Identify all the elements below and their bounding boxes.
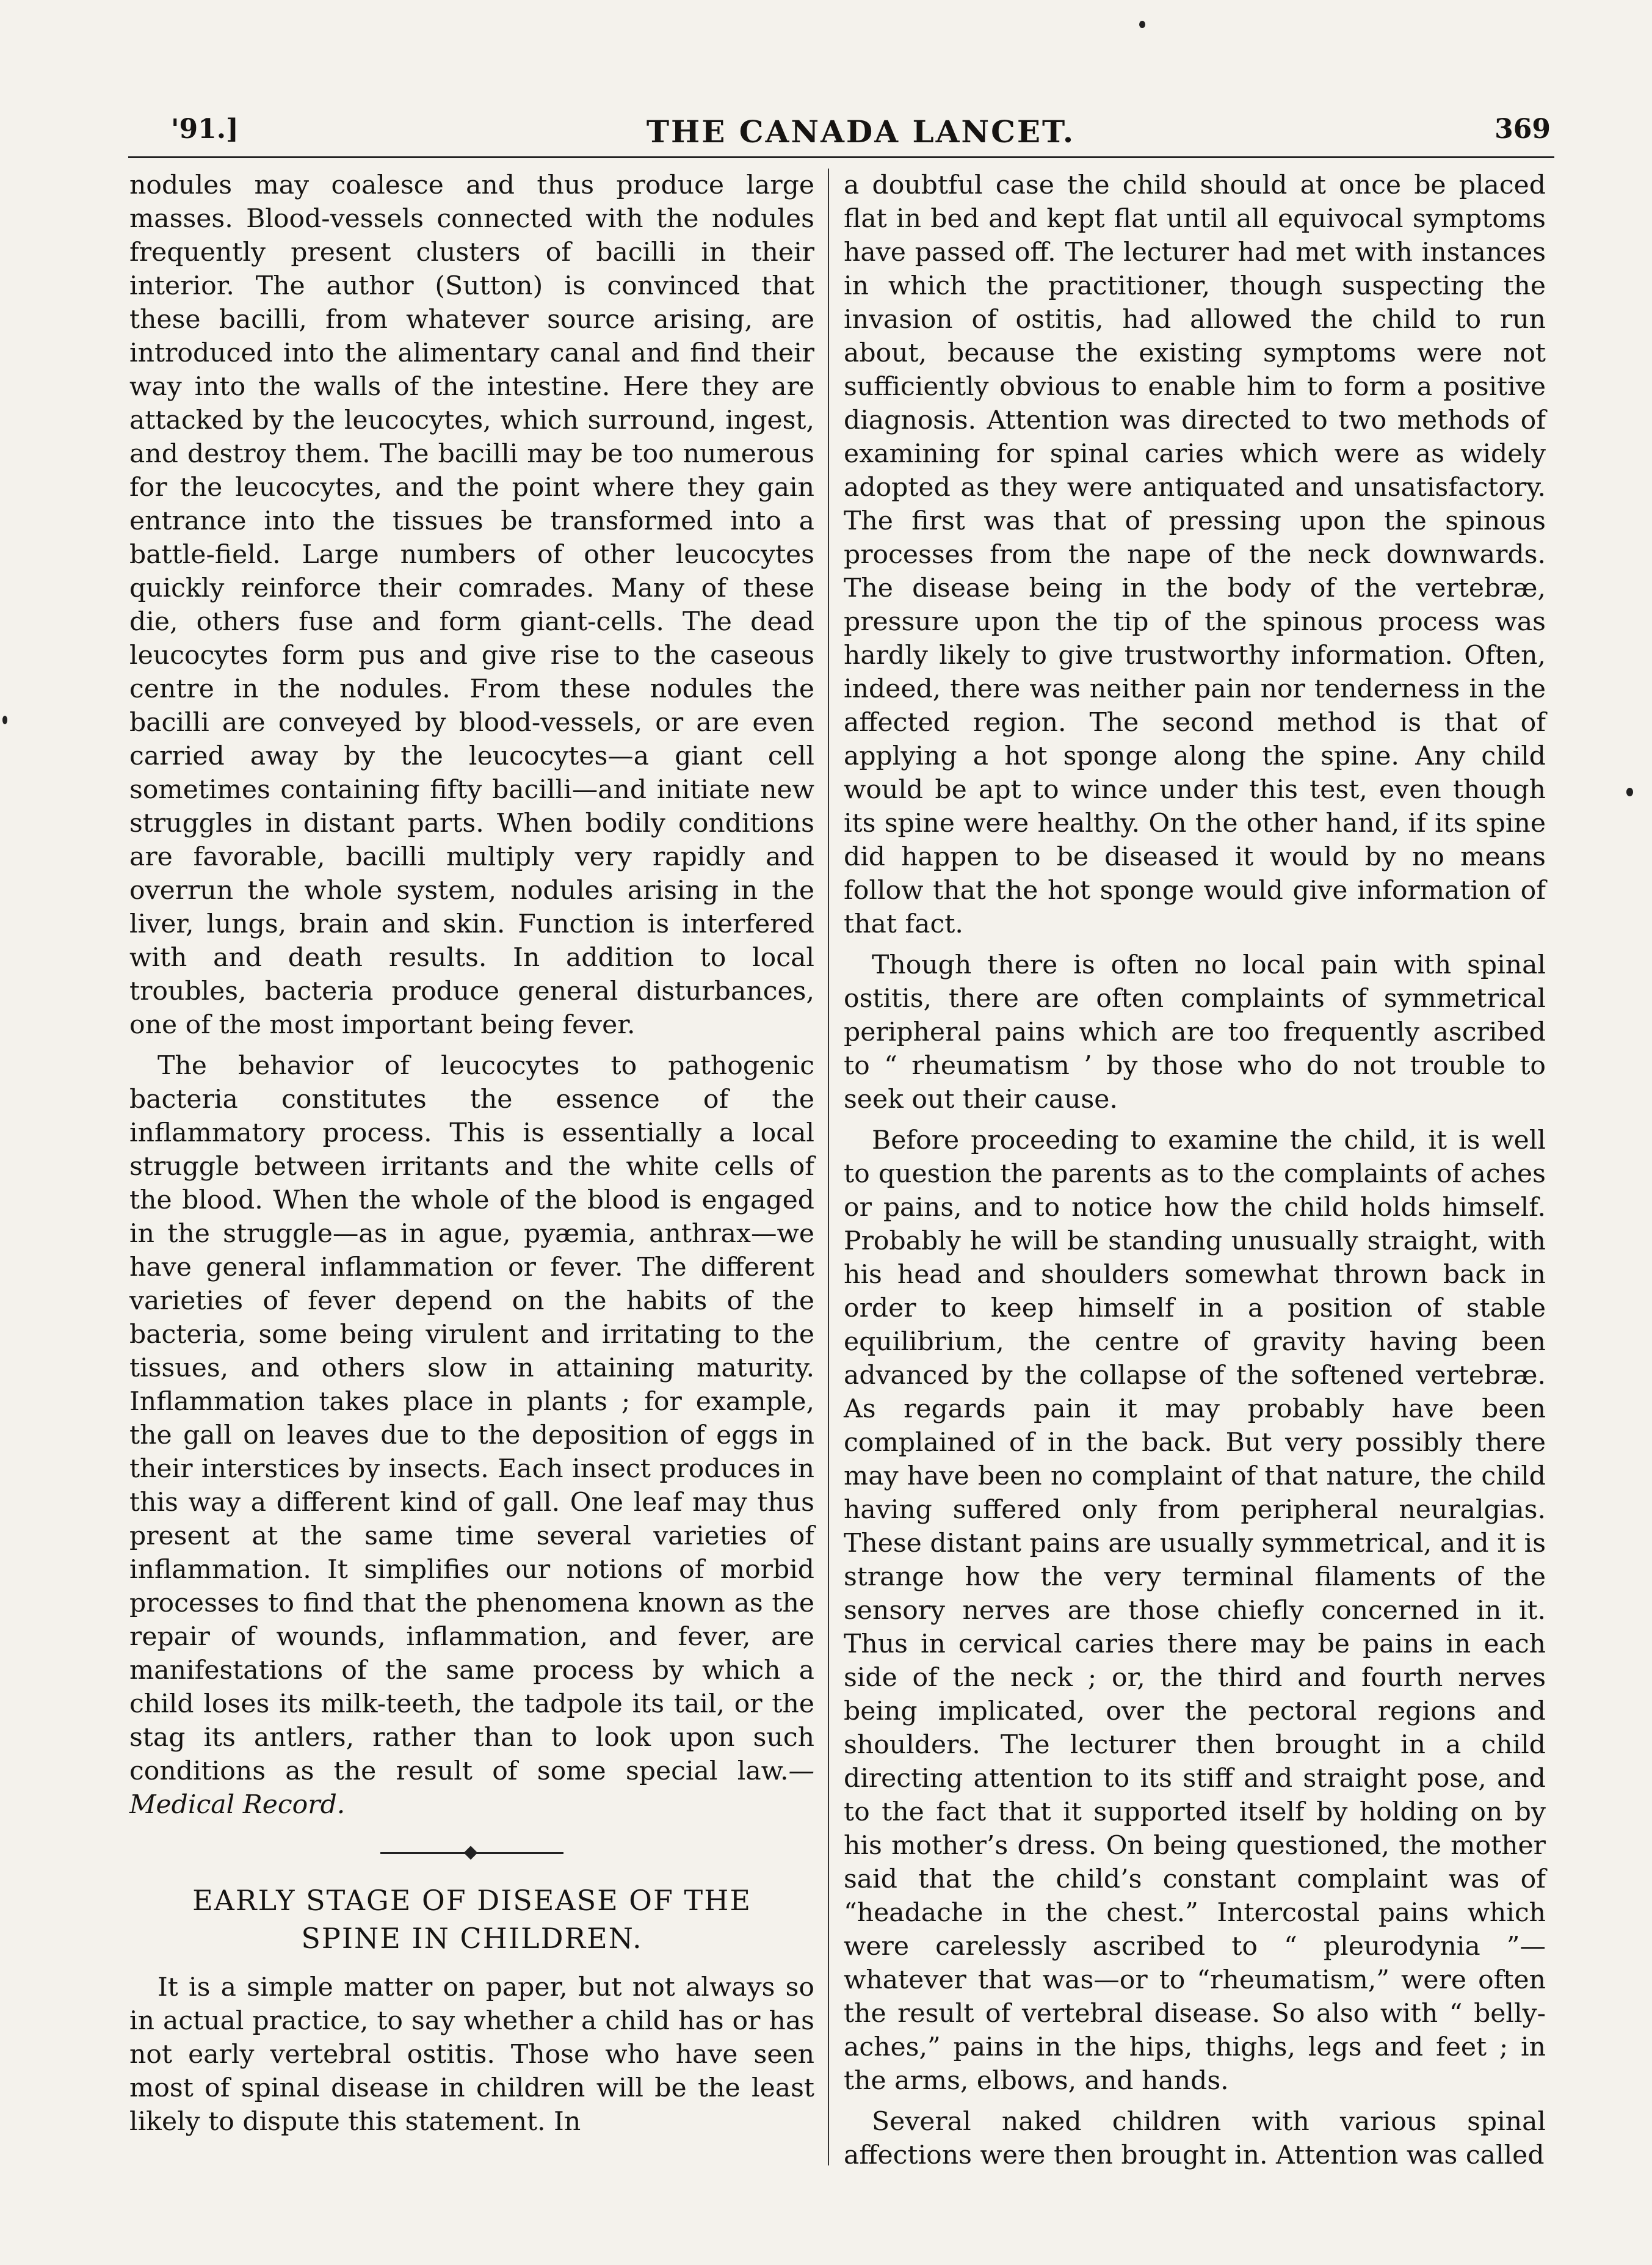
section-heading-line: SPINE IN CHILDREN. xyxy=(301,1922,643,1955)
page-number: 369 xyxy=(1494,114,1551,145)
volume-year: '91.] xyxy=(171,114,239,145)
journal-title: THE CANADA LANCET. xyxy=(646,114,1076,150)
ink-speck xyxy=(1626,788,1633,796)
running-head xyxy=(171,114,1551,156)
body-paragraph: Though there is often no local pain with spinal ostitis, there are often complaints of symmetrical peripheral pains which are too frequently ascribed to “ rheumatism ’ by those who do not trouble to seek out their cause. xyxy=(844,950,1546,1114)
divider-ornament xyxy=(464,1846,478,1860)
body-paragraph: nodules may coalesce and thus produce large masses. Blood-vessels connected with the nodules frequently present clusters of bacilli in their interior. The author (Sutton) is convinced that these bacilli, from whatever source arising, are introduced into the alimentary canal and find their way into the walls of the intestine. Here they are attacked by the leucocytes, which surround, ingest, and destroy them. The bacilli may be too numerous for the leucocytes, and the point where they gain entrance into the tissues be transformed into a battle-field. Large numbers of other leucocytes quickly reinforce their comrades. Many of these die, others fuse and form giant-cells. The dead leucocytes form pus and give rise to the caseous centre in the nodules. From these nodules the bacilli are conveyed by blood-vessels, or are even carried away by the leucocytes—a giant cell sometimes containing fifty bacilli—and initiate new struggles in distant parts. When bodily conditions are favorable, bacilli multiply very rapidly and overrun the whole system, nodules arising in the liver, lungs, brain and skin. Function is interfered with and death results. In addition to local troubles, bacteria produce general disturbances, one of the most important being fever. xyxy=(129,170,814,1040)
column-rule xyxy=(828,169,829,2165)
body-paragraph: a doubtful case the child should at once be placed flat in bed and kept flat until all equivocal symptoms have passed off. The lecturer had met with instances in which the practitioner, though suspecting the invasion of ostitis, had allowed the child to run about, because the existing symptoms were not sufficiently obvious to enable him to form a positive diagnosis. Attention was directed to two methods of examining for spinal caries which were as widely adopted as they were antiquated and unsatisfactory. The first was that of pressing upon the spinous processes from the nape of the neck downwards. The disease being in the body of the vertebræ, pressure upon the tip of the spinous process was hardly likely to give trustworthy information. Often, indeed, there was neither pain nor tenderness in the affected region. The second method is that of applying a hot sponge along the spine. Any child would be apt to wince under this test, even though its spine were healthy. On the other hand, if its spine did happen to be diseased it would by no means follow that the hot sponge would give information of that fact. xyxy=(844,170,1546,939)
body-paragraph: It is a simple matter on paper, but not always so in actual practice, to say whether a child has or has not early vertebral ostitis. Those who have seen most of spinal disease in children will be the least likely to dispute this statement. In xyxy=(129,1972,814,2137)
ink-speck xyxy=(1139,21,1145,28)
section-heading xyxy=(129,1881,814,1957)
body-paragraph: Several naked children with various spinal affections were then brought in. Attention was called xyxy=(844,2107,1546,2170)
section-heading-line: EARLY STAGE OF DISEASE OF THE xyxy=(192,1884,752,1917)
paragraph-text: The behavior of leucocytes to pathogenic bacteria constitutes the essence of the inflammatory process. This is essentially a local struggle between irritants and the white cells of the blood. When the whole of the blood is engaged in the struggle—as in ague, pyæmia, anthrax—we have general inflammation or fever. The different varieties of fever depend on the habits of the bacteria, some being virulent and irritating to the tissues, and others slow in attaining maturity. Inflammation takes place in plants ; for example, the gall on leaves due to the deposition of eggs in their interstices by insects. Each insect produces in this way a different kind of gall. One leaf may thus present at the same time several varieties of inflammation. It simplifies our notions of morbid processes to find that the phenomena known as the repair of wounds, inflammation, and fever, are manifestations of the same process by which a child loses its milk-teeth, the tadpole its tail, or the stag its antlers, rather than to look upon such conditions as the result of some special law. xyxy=(129,1051,814,1786)
header-rule xyxy=(128,156,1554,158)
body-paragraph xyxy=(129,1049,814,1822)
ink-speck xyxy=(2,716,7,724)
body-paragraph: Before proceeding to examine the child, it is well to question the parents as to the complaints of aches or pains, and to notice how the child holds himself. Probably he will be standing unusually straight, with his head and shoulders somewhat thrown back in order to keep himself in a position of stable equilibrium, the centre of gravity having been advanced by the collapse of the softened vertebræ. As regards pain it may probably have been complained of in the back. But very possibly there may have been no complaint of that nature, the child having suffered only from peripheral neuralgias. These distant pains are usually symmetrical, and it is strange how the very terminal filaments of the sensory nerves are those chiefly concerned in it. Thus in cervical caries there may be pains in each side of the neck ; or, the third and fourth nerves being implicated, over the pectoral regions and shoulders. The lecturer then brought in a child directing attention to its stiff and straight pose, and to the fact that it supported itself by holding on by his mother’s dress. On being questioned, the mother said that the child’s constant complaint was of “headache in the chest.” Intercostal pains which were carelessly ascribed to “ pleurodynia ”—whatever that was—or to “rheumatism,” were often the result of vertebral disease. So also with “ belly-aches,” pains in the hips, thighs, legs and feet ; in the arms, elbows, and hands. xyxy=(844,1125,1546,2096)
right-column xyxy=(844,169,1546,2172)
citation: —Medical Record. xyxy=(129,1756,814,1820)
left-column xyxy=(129,169,814,2139)
section-divider xyxy=(380,1846,563,1860)
